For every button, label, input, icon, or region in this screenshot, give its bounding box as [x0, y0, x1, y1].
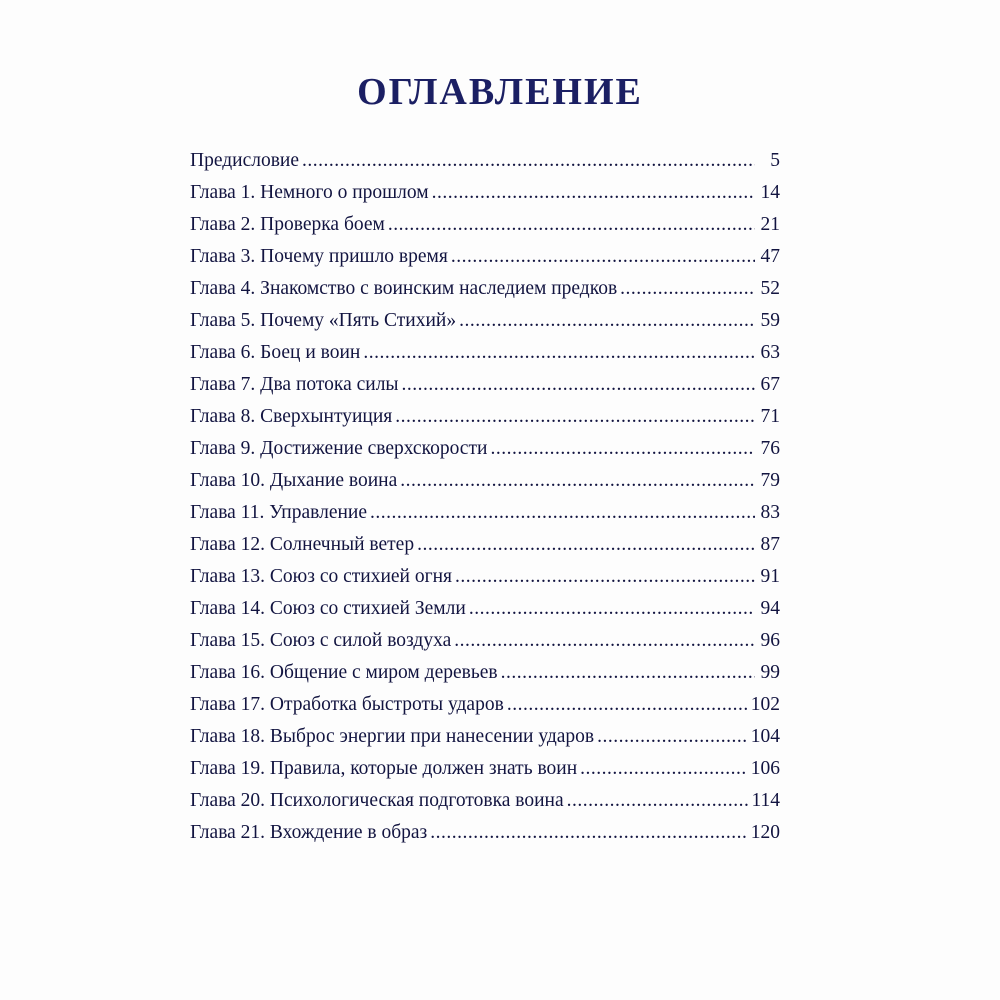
toc-entry-page: 67	[760, 374, 780, 395]
dot-leader	[302, 145, 755, 177]
table-of-contents	[190, 145, 780, 849]
toc-entry	[190, 785, 780, 817]
toc-entry	[190, 465, 780, 497]
toc-entry	[190, 689, 780, 721]
toc-entry-page: 120	[750, 822, 780, 843]
toc-entry	[190, 401, 780, 433]
toc-entry	[190, 817, 780, 849]
toc-entry-label: Глава 3. Почему пришло время	[190, 246, 448, 267]
toc-entry-label: Глава 4. Знакомство с воинским наследием предков	[190, 278, 618, 299]
toc-entry	[190, 337, 780, 369]
toc-entry-label: Глава 20. Психологическая подготовка воина	[190, 790, 564, 811]
toc-entry	[190, 753, 780, 785]
toc-entry	[190, 305, 780, 337]
toc-entry-label: Глава 21. Вхождение в образ	[190, 822, 428, 843]
toc-entry-page: 21	[760, 214, 780, 235]
toc-entry-page: 76	[760, 438, 780, 459]
dot-leader	[432, 177, 755, 209]
toc-entry	[190, 721, 780, 753]
toc-entry-label: Глава 10. Дыхание воина	[190, 470, 398, 491]
toc-entry-page: 104	[750, 726, 780, 747]
toc-entry-label: Глава 9. Достижение сверхскорости	[190, 438, 488, 459]
toc-entry-page: 94	[760, 598, 780, 619]
toc-entry-page: 83	[760, 502, 780, 523]
dot-leader	[388, 209, 755, 241]
toc-entry-page: 5	[770, 150, 780, 171]
toc-entry-page: 79	[760, 470, 780, 491]
toc-entry-label: Глава 6. Боец и воин	[190, 342, 361, 363]
toc-entry-label: Глава 11. Управление	[190, 502, 367, 523]
toc-entry-page: 87	[760, 534, 780, 555]
toc-entry-label: Глава 12. Солнечный ветер	[190, 534, 415, 555]
dot-leader	[417, 529, 755, 561]
toc-entry-page: 14	[760, 182, 780, 203]
toc-entry-page: 99	[760, 662, 780, 683]
toc-entry-label: Глава 5. Почему «Пять Стихий»	[190, 310, 457, 331]
toc-entry	[190, 273, 780, 305]
toc-entry-page: 71	[760, 406, 780, 427]
toc-entry	[190, 593, 780, 625]
dot-leader	[402, 369, 755, 401]
toc-entry-label: Глава 17. Отработка быстроты ударов	[190, 694, 504, 715]
toc-entry-page: 106	[750, 758, 780, 779]
toc-entry-page: 52	[760, 278, 780, 299]
dot-leader	[459, 305, 755, 337]
toc-entry	[190, 145, 780, 177]
toc-entry	[190, 241, 780, 273]
toc-entry	[190, 209, 780, 241]
toc-entry-label: Глава 8. Сверхынтуиция	[190, 406, 393, 427]
dot-leader	[490, 433, 755, 465]
toc-entry-label: Глава 19. Правила, которые должен знать воин	[190, 758, 578, 779]
dot-leader	[469, 593, 755, 625]
dot-leader	[454, 625, 755, 657]
toc-entry	[190, 657, 780, 689]
dot-leader	[567, 785, 749, 817]
dot-leader	[501, 657, 755, 689]
toc-entry-page: 114	[751, 790, 780, 811]
dot-leader	[363, 337, 755, 369]
toc-entry-label: Глава 7. Два потока силы	[190, 374, 399, 395]
toc-entry-page: 91	[760, 566, 780, 587]
dot-leader	[395, 401, 755, 433]
toc-entry	[190, 433, 780, 465]
page-title: ОГЛАВЛЕНИЕ	[357, 71, 643, 113]
toc-entry-label: Глава 1. Немного о прошлом	[190, 182, 429, 203]
toc-entry-page: 102	[750, 694, 780, 715]
toc-entry	[190, 529, 780, 561]
dot-leader	[430, 817, 747, 849]
dot-leader	[620, 273, 755, 305]
toc-entry-label: Глава 18. Выброс энергии при нанесении ударов	[190, 726, 595, 747]
toc-entry-label: Глава 2. Проверка боем	[190, 214, 385, 235]
dot-leader	[597, 721, 748, 753]
toc-entry	[190, 177, 780, 209]
dot-leader	[400, 465, 755, 497]
toc-entry	[190, 369, 780, 401]
toc-entry-label: Глава 14. Союз со стихией Земли	[190, 598, 466, 619]
toc-entry-label: Предисловие	[190, 150, 300, 171]
dot-leader	[370, 497, 755, 529]
toc-entry-label: Глава 13. Союз со стихией огня	[190, 566, 453, 587]
dot-leader	[507, 689, 748, 721]
toc-entry-label: Глава 16. Общение с миром деревьев	[190, 662, 498, 683]
toc-entry	[190, 625, 780, 657]
dot-leader	[451, 241, 755, 273]
toc-entry-page: 59	[760, 310, 780, 331]
toc-entry-page: 63	[760, 342, 780, 363]
toc-entry-page: 96	[760, 630, 780, 651]
toc-entry	[190, 497, 780, 529]
dot-leader	[580, 753, 748, 785]
toc-entry-page: 47	[760, 246, 780, 267]
toc-entry-label: Глава 15. Союз с силой воздуха	[190, 630, 452, 651]
dot-leader	[455, 561, 755, 593]
toc-entry	[190, 561, 780, 593]
